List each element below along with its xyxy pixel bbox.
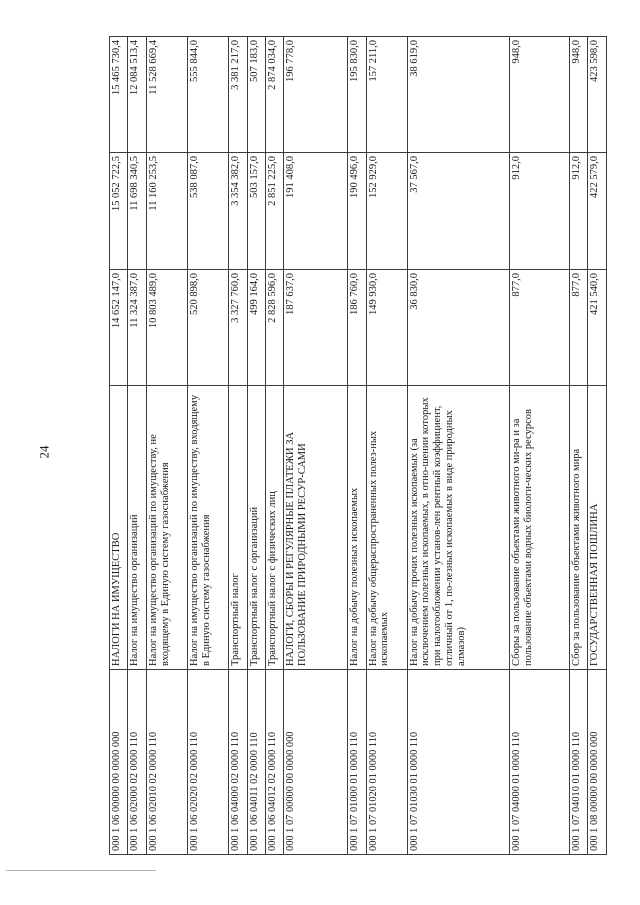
budget-code: 000 1 06 04012 02 0000 110 [266, 670, 284, 855]
value-year-2: 37 567,0 [407, 153, 510, 270]
value-year-2: 190 496,0 [348, 153, 366, 270]
value-year-1: 187 637,0 [284, 270, 348, 386]
value-year-2: 912,0 [569, 153, 587, 270]
budget-code: 000 1 06 02020 02 0000 110 [188, 670, 229, 855]
revenue-name: Сборы за пользование объектами животного ми-ра и за пользование объектами водных биологи-ческих ресурсов [510, 386, 570, 670]
value-year-2: 912,0 [510, 153, 570, 270]
table-row [247, 37, 265, 855]
value-year-3: 2 874 034,0 [266, 37, 284, 153]
value-year-2: 11 160 253,5 [146, 153, 187, 270]
table-row [569, 37, 587, 855]
revenue-name: Транспортный налог с организаций [247, 386, 265, 670]
table-row [407, 37, 510, 855]
rotated-page-content [109, 37, 607, 855]
value-year-1: 36 830,0 [407, 270, 510, 386]
revenue-name: Налог на добычу общераспространенных полез-ных ископаемых [366, 386, 407, 670]
value-year-2: 11 698 340,5 [128, 153, 146, 270]
table-row [284, 37, 348, 855]
budget-code: 000 1 06 02010 02 0000 110 [146, 670, 187, 855]
budget-code: 000 1 06 04000 02 0000 110 [229, 670, 247, 855]
scan-edge-line [6, 870, 156, 871]
revenue-name: Налог на добычу прочих полезных ископаемых (за исключением полезных ископаемых, в отно-шении которых при налогообложении установ-лен рентный коэффициент, отличный от 1, по-лезных ископаемых в виде природных алмазов) [407, 386, 510, 670]
table-row [128, 37, 146, 855]
value-year-1: 149 930,0 [366, 270, 407, 386]
value-year-3: 3 381 217,0 [229, 37, 247, 153]
value-year-3: 15 465 730,4 [110, 37, 128, 153]
revenue-table [109, 36, 607, 855]
revenue-name: НАЛОГИ, СБОРЫ И РЕГУЛЯРНЫЕ ПЛАТЕЖИ ЗА ПОЛЬЗОВАНИЕ ПРИРОДНЫМИ РЕСУР-САМИ [284, 386, 348, 670]
value-year-1: 3 327 760,0 [229, 270, 247, 386]
value-year-3: 12 084 513,4 [128, 37, 146, 153]
value-year-2: 503 157,0 [247, 153, 265, 270]
budget-code: 000 1 06 04011 02 0000 110 [247, 670, 265, 855]
value-year-2: 15 052 722,5 [110, 153, 128, 270]
value-year-1: 421 540,0 [588, 270, 607, 386]
value-year-1: 186 760,0 [348, 270, 366, 386]
revenue-name: Налог на имущество организаций по имуществу, входящему в Единую систему газоснабжения [188, 386, 229, 670]
revenue-name: НАЛОГИ НА ИМУЩЕСТВО [110, 386, 128, 670]
table-row [266, 37, 284, 855]
value-year-2: 538 087,0 [188, 153, 229, 270]
value-year-2: 191 408,0 [284, 153, 348, 270]
revenue-name: Сбор за пользование объектами животного мира [569, 386, 587, 670]
value-year-1: 10 803 489,0 [146, 270, 187, 386]
value-year-3: 423 598,0 [588, 37, 607, 153]
value-year-3: 11 528 669,4 [146, 37, 187, 153]
value-year-3: 157 211,0 [366, 37, 407, 153]
value-year-2: 152 929,0 [366, 153, 407, 270]
revenue-name: ГОСУДАРСТВЕННАЯ ПОШЛИНА [588, 386, 607, 670]
table-row [348, 37, 366, 855]
budget-code: 000 1 07 04000 01 0000 110 [510, 670, 570, 855]
value-year-3: 196 778,0 [284, 37, 348, 153]
revenue-name: Транспортный налог с физических лиц [266, 386, 284, 670]
value-year-2: 2 851 225,0 [266, 153, 284, 270]
value-year-1: 877,0 [510, 270, 570, 386]
budget-code: 000 1 08 00000 00 0000 000 [588, 670, 607, 855]
value-year-1: 2 828 596,0 [266, 270, 284, 386]
revenue-name: Налог на имущество организаций по имуществу, не входящему в Единую систему газоснабжения [146, 386, 187, 670]
value-year-1: 11 324 387,0 [128, 270, 146, 386]
budget-code: 000 1 06 02000 02 0000 110 [128, 670, 146, 855]
value-year-2: 3 354 382,0 [229, 153, 247, 270]
revenue-name: Налог на имущество организаций [128, 386, 146, 670]
table-row [110, 37, 128, 855]
value-year-1: 14 652 147,0 [110, 270, 128, 386]
budget-code: 000 1 07 01020 01 0000 110 [366, 670, 407, 855]
value-year-2: 422 579,0 [588, 153, 607, 270]
value-year-3: 948,0 [510, 37, 570, 153]
table-row [510, 37, 570, 855]
value-year-1: 499 164,0 [247, 270, 265, 386]
budget-code: 000 1 07 01030 01 0000 110 [407, 670, 510, 855]
revenue-name: Транспортный налог [229, 386, 247, 670]
table-row [188, 37, 229, 855]
value-year-3: 38 619,0 [407, 37, 510, 153]
budget-code: 000 1 07 00000 00 0000 000 [284, 670, 348, 855]
value-year-3: 948,0 [569, 37, 587, 153]
value-year-3: 507 183,0 [247, 37, 265, 153]
page-number: 24 [36, 445, 52, 459]
value-year-3: 555 844,0 [188, 37, 229, 153]
value-year-1: 520 898,0 [188, 270, 229, 386]
value-year-1: 877,0 [569, 270, 587, 386]
value-year-3: 195 830,0 [348, 37, 366, 153]
budget-code: 000 1 06 00000 00 0000 000 [110, 670, 128, 855]
budget-code: 000 1 07 01000 01 0000 110 [348, 670, 366, 855]
table-row [146, 37, 187, 855]
table-row [229, 37, 247, 855]
budget-code: 000 1 07 04010 01 0000 110 [569, 670, 587, 855]
table-row [588, 37, 607, 855]
revenue-name: Налог на добычу полезных ископаемых [348, 386, 366, 670]
table-row [366, 37, 407, 855]
